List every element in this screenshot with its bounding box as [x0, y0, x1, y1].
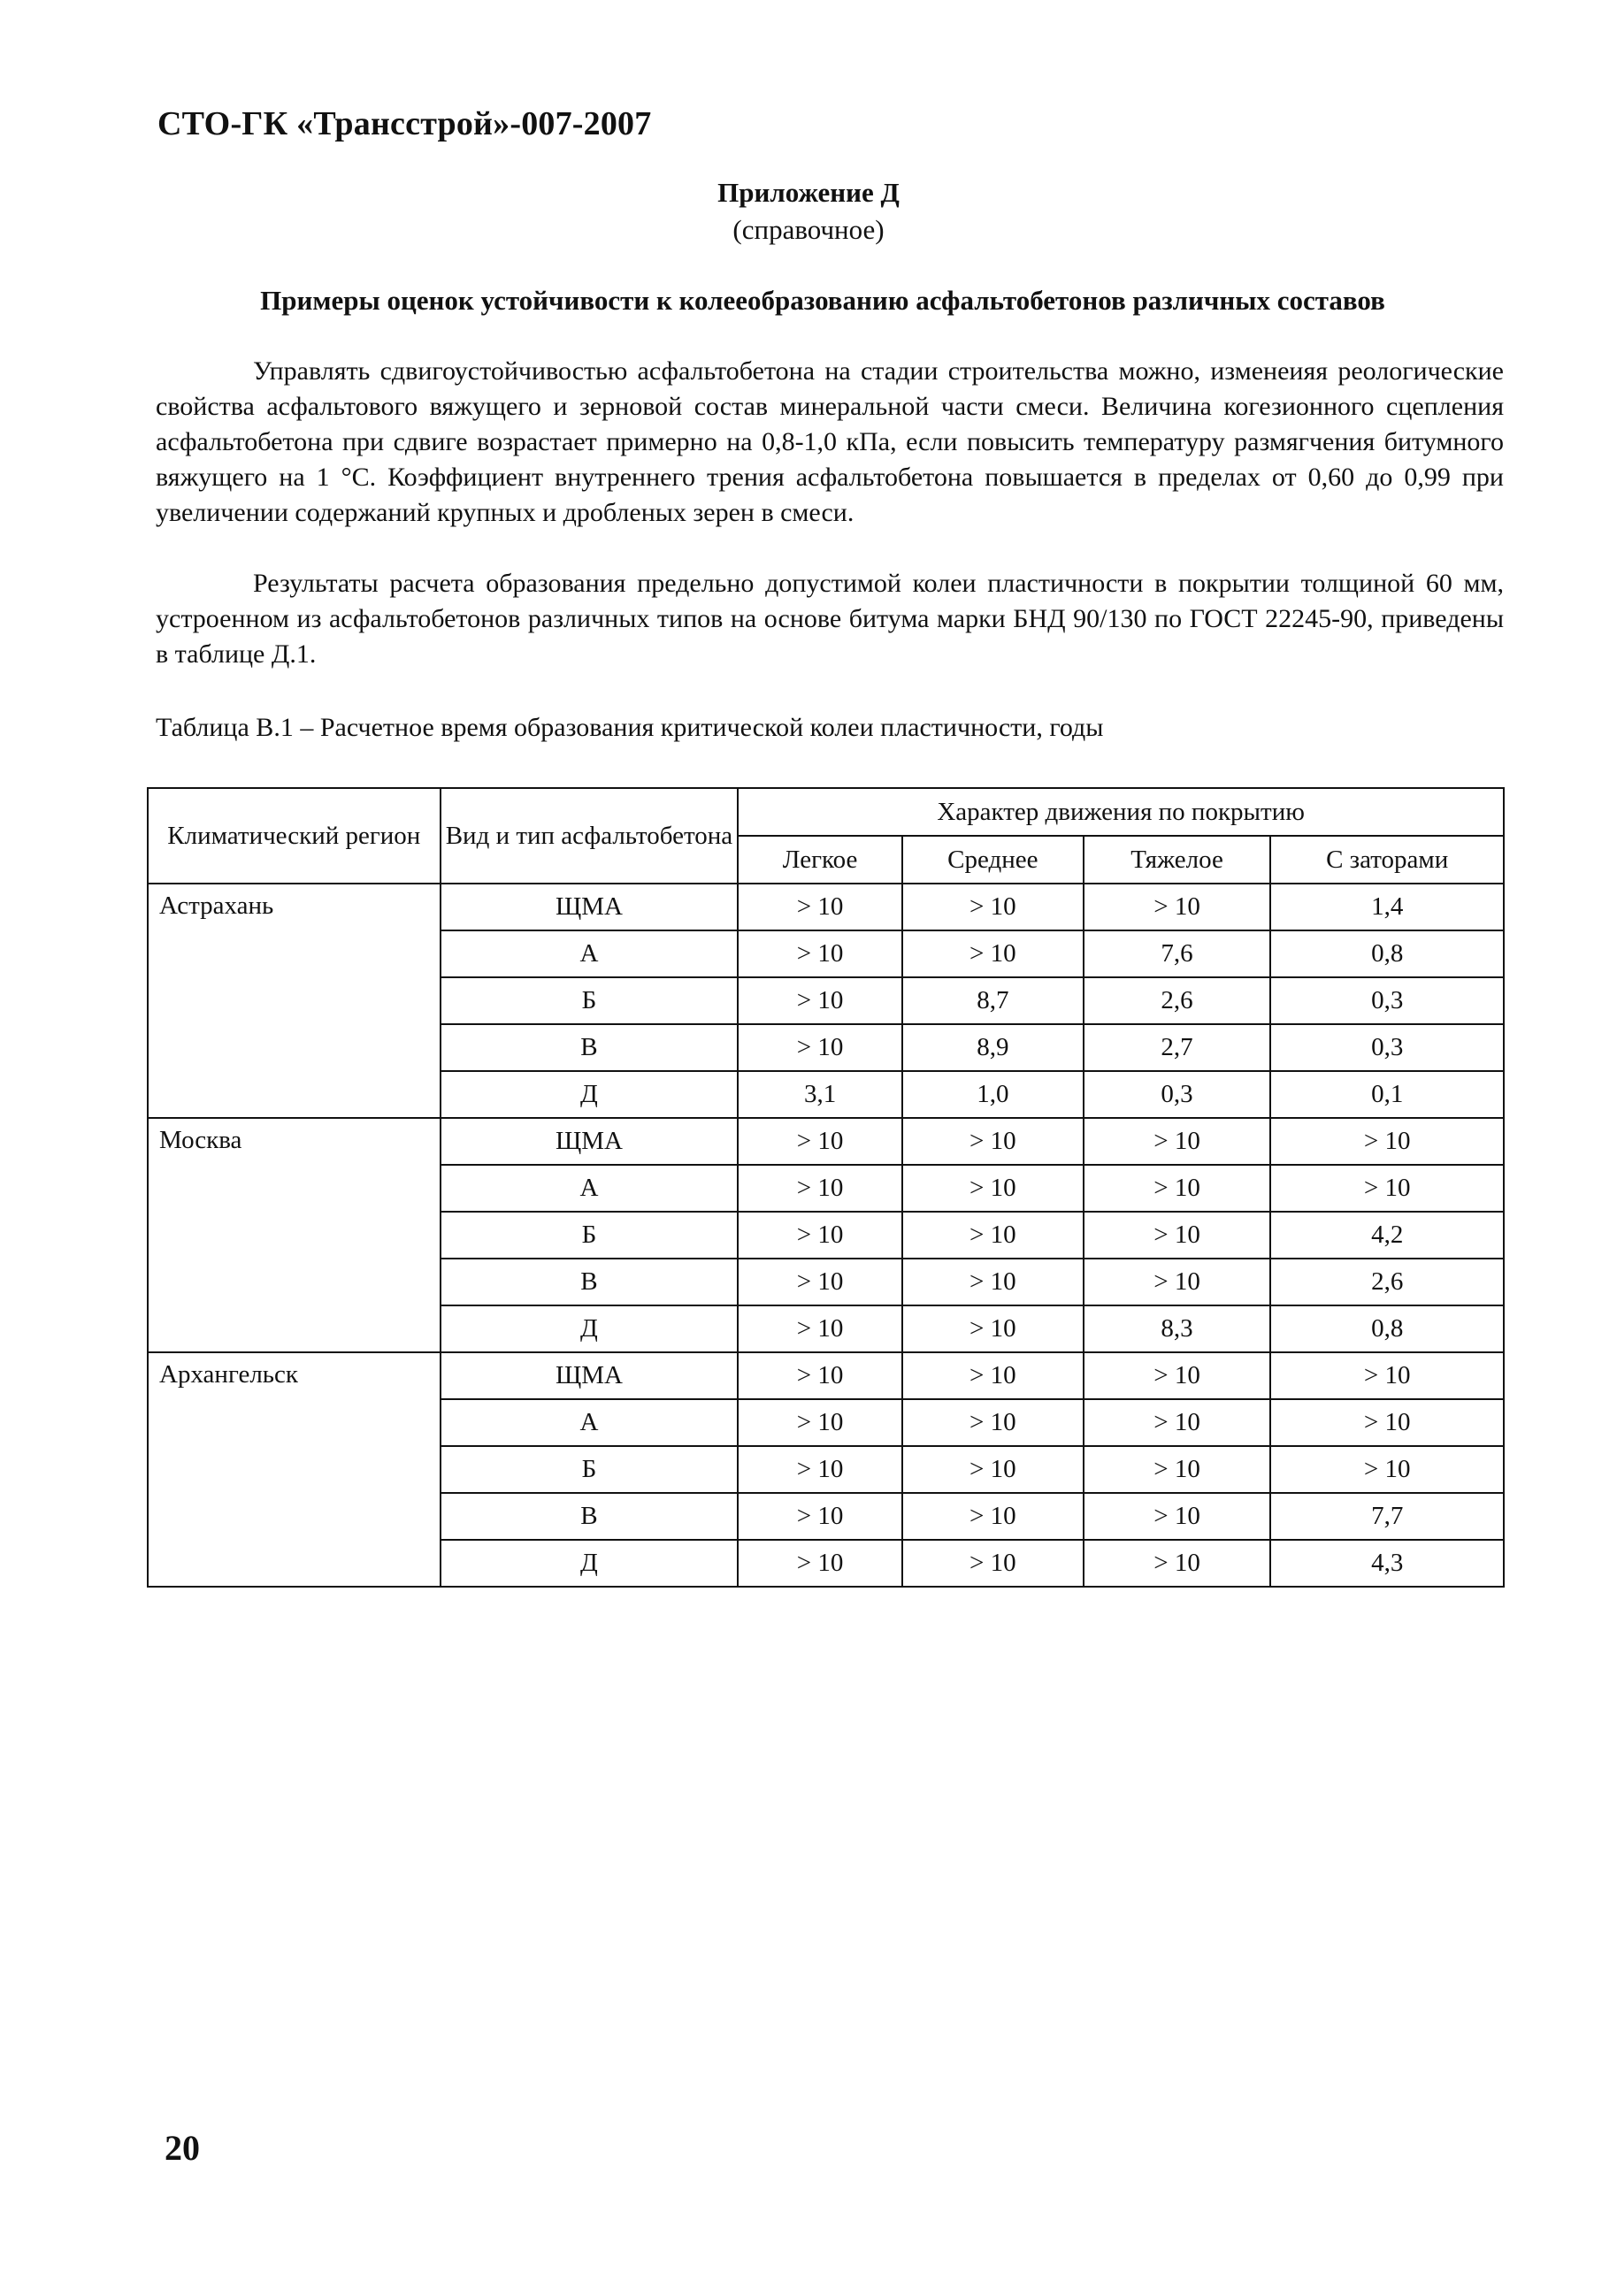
cell-jams: 0,3 — [1270, 977, 1504, 1024]
cell-light: > 10 — [738, 1493, 902, 1540]
header-jams: С заторами — [1270, 836, 1504, 884]
table-body — [148, 884, 1504, 1587]
cell-medium: > 10 — [902, 1165, 1084, 1212]
cell-type: Б — [441, 1446, 739, 1493]
region-name: Москва — [148, 1118, 441, 1352]
cell-heavy: > 10 — [1084, 1352, 1271, 1399]
cell-jams: > 10 — [1270, 1118, 1504, 1165]
header-medium: Среднее — [902, 836, 1084, 884]
cell-heavy: > 10 — [1084, 1118, 1271, 1165]
cell-medium: 8,7 — [902, 977, 1084, 1024]
cell-heavy: > 10 — [1084, 1259, 1271, 1305]
cell-jams: 7,7 — [1270, 1493, 1504, 1540]
cell-light: > 10 — [738, 977, 902, 1024]
cell-light: > 10 — [738, 1399, 902, 1446]
cell-heavy: > 10 — [1084, 1399, 1271, 1446]
cell-jams: > 10 — [1270, 1399, 1504, 1446]
cell-light: 3,1 — [738, 1071, 902, 1118]
cell-medium: 1,0 — [902, 1071, 1084, 1118]
cell-type: ЩМА — [441, 1352, 739, 1399]
appendix-title: Приложение Д — [717, 177, 900, 208]
body-paragraph-1: Управлять сдвигоустойчивостью асфальтобетона на стадии строительства можно, изменеияя реологические свойства асфальтового вяжущего и зерновой состав минеральной части смеси. Величина когезионного сцепления асфальтобетона при сдвиге возрастает примерно на 0,8-1,0 кПа, если повысить температуру размягчения битумного вяжущего на 1 °С. Коэффициент внутреннего трения асфальтобетона повышается в пределах от 0,60 до 0,99 при увеличении содержаний крупных и дробленых зерен в смеси. — [156, 356, 1504, 527]
cell-light: > 10 — [738, 1352, 902, 1399]
appendix-subtitle: (справочное) — [732, 214, 885, 245]
cell-light: > 10 — [738, 1305, 902, 1352]
cell-medium: 8,9 — [902, 1024, 1084, 1071]
section-title: Примеры оценок устойчивости к колееобразованию асфальтобетонов различных составов — [260, 285, 1385, 316]
cell-medium: > 10 — [902, 930, 1084, 977]
cell-type: А — [441, 1165, 739, 1212]
cell-jams: > 10 — [1270, 1446, 1504, 1493]
cell-jams: > 10 — [1270, 1352, 1504, 1399]
cell-heavy: 2,7 — [1084, 1024, 1271, 1071]
rut-time-table — [147, 787, 1505, 1588]
cell-type: Д — [441, 1540, 739, 1587]
cell-heavy: > 10 — [1084, 884, 1271, 930]
cell-jams: 1,4 — [1270, 884, 1504, 930]
cell-heavy: 7,6 — [1084, 930, 1271, 977]
header-asphalt-type: Вид и тип асфальтобетона — [441, 788, 739, 884]
cell-light: > 10 — [738, 884, 902, 930]
page-number: 20 — [165, 2128, 200, 2168]
cell-jams: 0,3 — [1270, 1024, 1504, 1071]
cell-medium: > 10 — [902, 1446, 1084, 1493]
cell-type: В — [441, 1493, 739, 1540]
cell-heavy: 2,6 — [1084, 977, 1271, 1024]
cell-heavy: > 10 — [1084, 1493, 1271, 1540]
cell-medium: > 10 — [902, 1399, 1084, 1446]
region-name: Астрахань — [148, 884, 441, 1118]
cell-light: > 10 — [738, 1540, 902, 1587]
cell-medium: > 10 — [902, 1305, 1084, 1352]
cell-medium: > 10 — [902, 1352, 1084, 1399]
cell-heavy: > 10 — [1084, 1446, 1271, 1493]
cell-heavy: > 10 — [1084, 1540, 1271, 1587]
cell-type: В — [441, 1259, 739, 1305]
cell-light: > 10 — [738, 1259, 902, 1305]
cell-light: > 10 — [738, 1165, 902, 1212]
cell-light: > 10 — [738, 1446, 902, 1493]
region-name: Архангельск — [148, 1352, 441, 1587]
cell-heavy: 8,3 — [1084, 1305, 1271, 1352]
header-traffic: Характер движения по покрытию — [738, 788, 1504, 836]
cell-medium: > 10 — [902, 1493, 1084, 1540]
cell-medium: > 10 — [902, 1118, 1084, 1165]
cell-heavy: 0,3 — [1084, 1071, 1271, 1118]
cell-type: Д — [441, 1305, 739, 1352]
table-row — [148, 1352, 1504, 1399]
cell-type: В — [441, 1024, 739, 1071]
cell-type: Б — [441, 977, 739, 1024]
cell-type: А — [441, 1399, 739, 1446]
cell-medium: > 10 — [902, 1259, 1084, 1305]
cell-jams: 4,3 — [1270, 1540, 1504, 1587]
document-code: СТО-ГК «Трансстрой»-007-2007 — [157, 105, 652, 142]
cell-jams: > 10 — [1270, 1165, 1504, 1212]
cell-jams: 4,2 — [1270, 1212, 1504, 1259]
cell-type: Д — [441, 1071, 739, 1118]
header-heavy: Тяжелое — [1084, 836, 1271, 884]
cell-type: Б — [441, 1212, 739, 1259]
table-caption: Таблица В.1 – Расчетное время образования критической колеи пластичности, годы — [156, 713, 1104, 742]
cell-light: > 10 — [738, 1024, 902, 1071]
table-row — [148, 1118, 1504, 1165]
cell-jams: 2,6 — [1270, 1259, 1504, 1305]
cell-light: > 10 — [738, 930, 902, 977]
cell-medium: > 10 — [902, 1540, 1084, 1587]
cell-medium: > 10 — [902, 884, 1084, 930]
table-row — [148, 884, 1504, 930]
cell-light: > 10 — [738, 1212, 902, 1259]
cell-jams: 0,8 — [1270, 930, 1504, 977]
cell-medium: > 10 — [902, 1212, 1084, 1259]
cell-heavy: > 10 — [1084, 1212, 1271, 1259]
cell-heavy: > 10 — [1084, 1165, 1271, 1212]
cell-type: А — [441, 930, 739, 977]
body-paragraph-2: Результаты расчета образования предельно допустимой колеи пластичности в покрытии толщиной 60 мм, устроенном из асфальтобетонов различных типов на основе битума марки БНД 90/130 по ГОСТ 22245-90, приведены в таблице Д.1. — [156, 569, 1504, 669]
cell-type: ЩМА — [441, 884, 739, 930]
cell-jams: 0,1 — [1270, 1071, 1504, 1118]
cell-light: > 10 — [738, 1118, 902, 1165]
header-light: Легкое — [738, 836, 902, 884]
cell-jams: 0,8 — [1270, 1305, 1504, 1352]
cell-type: ЩМА — [441, 1118, 739, 1165]
header-region: Климатический регион — [148, 788, 441, 884]
